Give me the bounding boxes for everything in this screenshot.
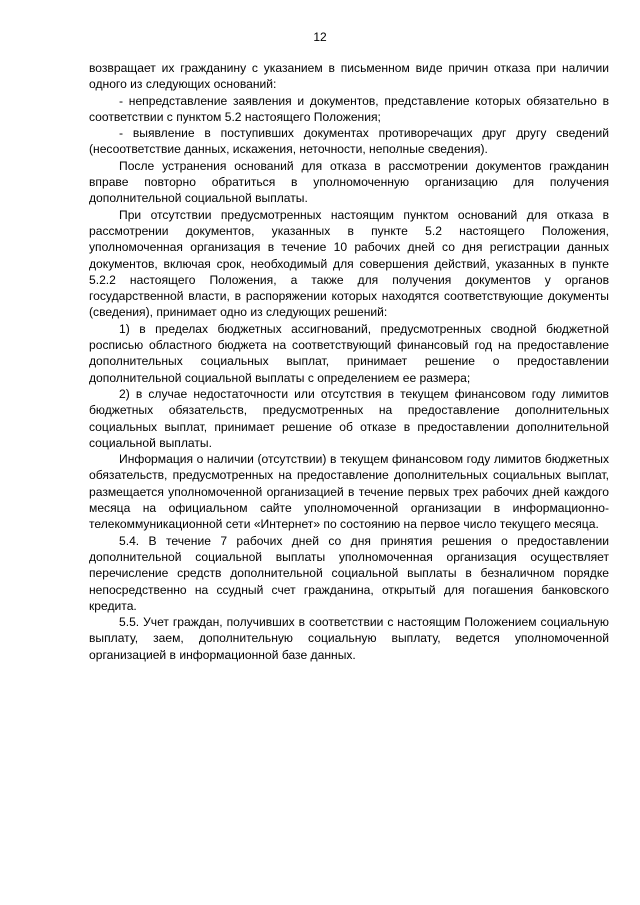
paragraph: При отсутствии предусмотренных настоящим пунктом оснований для отказа в рассмотрении документов, указанных в пункте 5.2 настоящего Положения, уполномоченная организация в течение 10 рабочих дней со дня регистрации данных документов, включая срок, необходимый для совершения действий, указанных в пункте 5.2.2 настоящего Положения, а также для получения документов у органов государственной власти, в распоряжении которых находятся соответствующие документы (сведения), принимает одно из следующих решений: xyxy=(89,207,609,320)
document-body xyxy=(89,60,609,663)
paragraph-decision-1: 1) в пределах бюджетных ассигнований, предусмотренных сводной бюджетной росписью областного бюджета на соответствующий финансовый год на предоставление дополнительных социальных выплат, принимает решение о предоставлении дополнительной социальной выплаты с определением ее размера; xyxy=(89,321,609,385)
paragraph-clause-5-4: 5.4. В течение 7 рабочих дней со дня принятия решения о предоставлении дополнительной социальной выплаты уполномоченная организация осуществляет перечисление средств дополнительной социальной выплаты в безналичном порядке непосредственно на ссудный счет гражданина, открытый для погашения банковского кредита. xyxy=(89,533,609,613)
paragraph-clause-5-5: 5.5. Учет граждан, получивших в соответствии с настоящим Положением социальную выплату, заем, дополнительную социальную выплату, ведется уполномоченной организацией в информационной базе данных. xyxy=(89,615,609,662)
paragraph-continuation: возвращает их гражданину с указанием в письменном виде причин отказа при наличии одного из следующих оснований: xyxy=(89,61,609,92)
paragraph-list-item: - выявление в поступивших документах противоречащих друг другу сведений (несоответствие данных, искажения, неточности, неполные сведения). xyxy=(89,126,609,157)
paragraph: После устранения оснований для отказа в рассмотрении документов гражданин вправе повторно обратиться в уполномоченную организацию для получения дополнительной социальной выплаты. xyxy=(89,158,609,206)
paragraph-decision-2: 2) в случае недостаточности или отсутствия в текущем финансовом году лимитов бюджетных обязательств, предусмотренных на предоставление дополнительных социальных выплат, принимает решение об отказе в предоставлении дополнительной социальной выплаты. xyxy=(89,386,609,450)
paragraph-list-item: - непредставление заявления и документов, представление которых обязательно в соответствии с пунктом 5.2 настоящего Положения; xyxy=(89,93,609,124)
paragraph: Информация о наличии (отсутствии) в текущем финансовом году лимитов бюджетных обязательств, предусмотренных на предоставление дополнительных социальных выплат, размещается уполномоченной организацией в течение первых трех рабочих дней каждого месяца на официальном сайте уполномоченной организации в информационно-телекоммуникационной сети «Интернет» по состоянию на первое число текущего месяца. xyxy=(89,452,609,532)
page-number: 12 xyxy=(313,30,327,44)
